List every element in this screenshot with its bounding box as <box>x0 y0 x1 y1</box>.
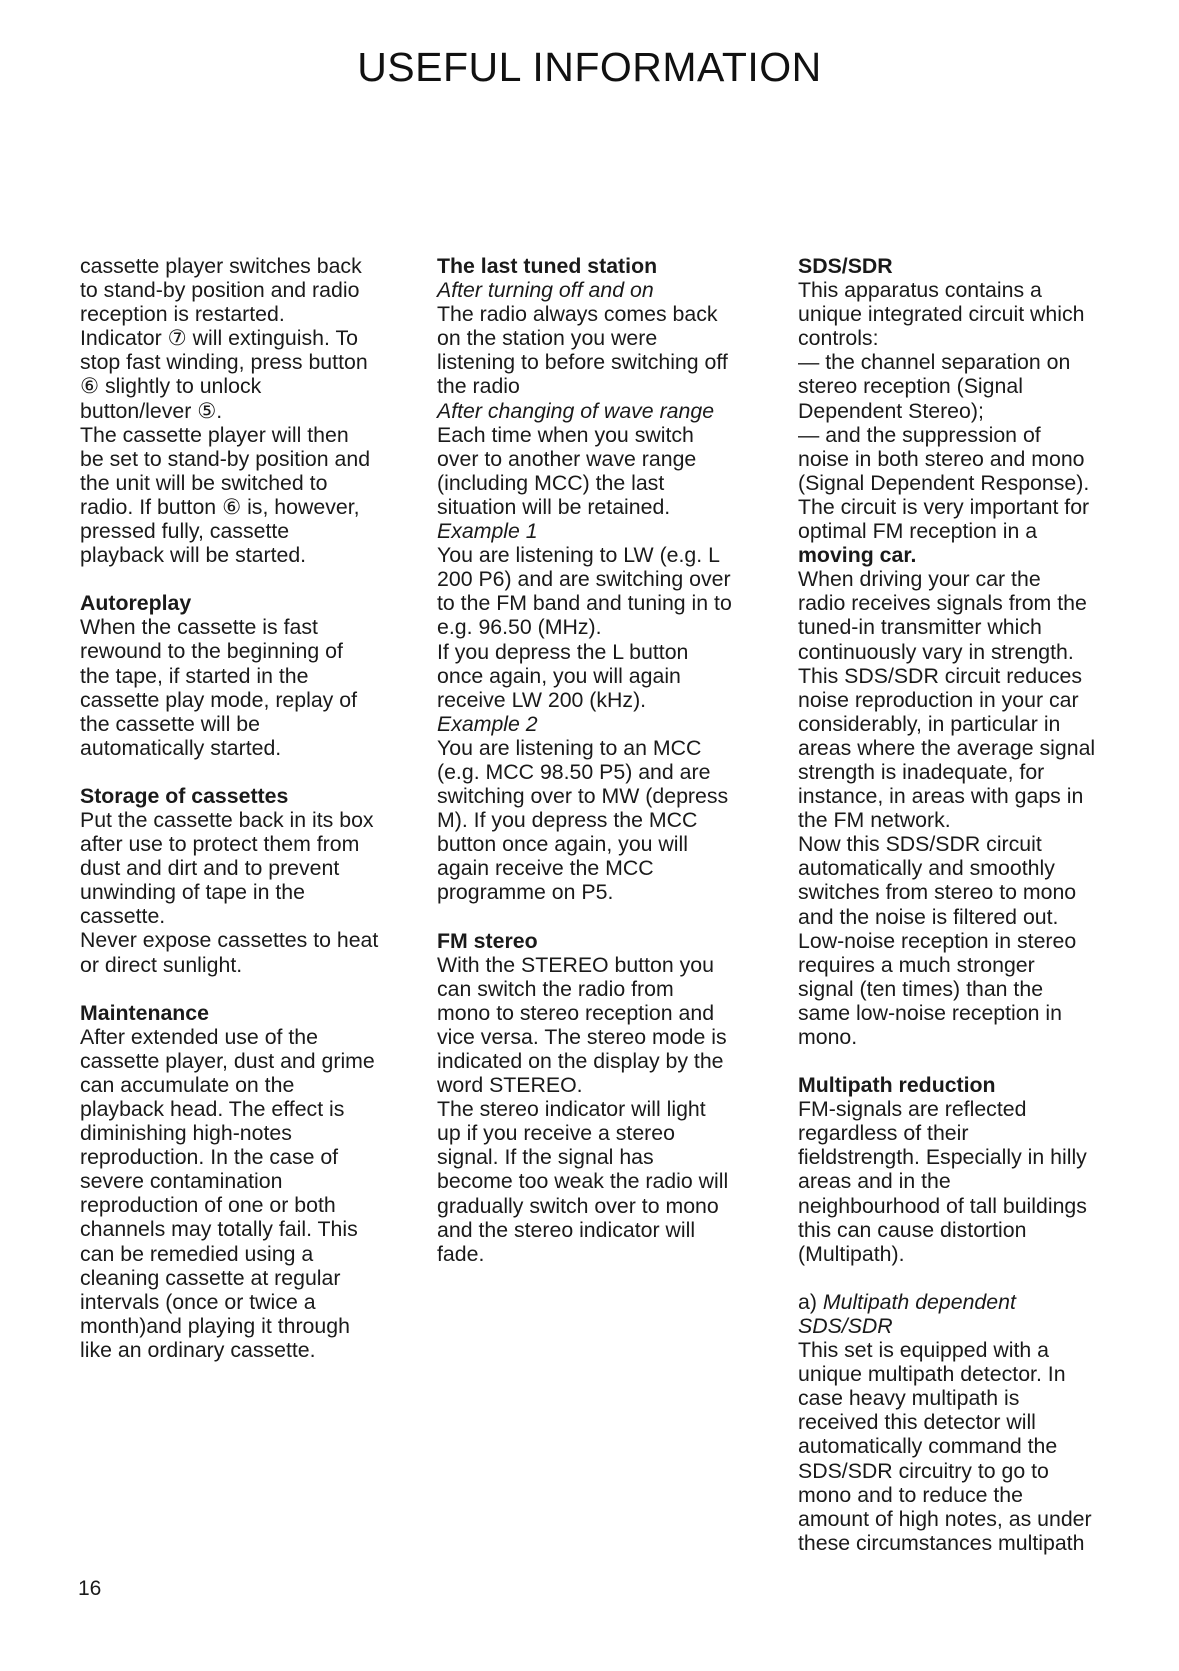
page-title: USEFUL INFORMATION <box>357 44 822 90</box>
maintenance-heading: Maintenance <box>80 1000 209 1025</box>
multipath-dependent-title: Multipath dependent SDS/SDR <box>798 1289 1016 1338</box>
multipath-text: FM-signals are reflected regardless of their fieldstrength. Especially in hilly areas and in the neighbourhood of tall buildings this can cause distortion (Multipath). <box>798 1097 1087 1266</box>
cassette-winding-text: cassette player switches back to stand-by position and radio reception is restarted. Indicator ⑦ will extinguish. To stop fast winding, press button ⑥ slightly to unlock button/lever ⑤. The cassette player will then be set to stand-by position and the unit will be switched to radio. If button ⑥ is, however, pressed fully, cassette playback will be started. <box>80 254 371 568</box>
example1-subheading: Example 1 <box>437 519 538 544</box>
column-left <box>80 254 410 1362</box>
multipath-heading: Multipath reduction <box>798 1073 996 1098</box>
storage-text: Put the cassette back in its box after use to protect them from dust and dirt and to prevent unwinding of tape in the cassette. Never expose cassettes to heat or direct sunlight. <box>80 807 379 977</box>
autoreplay-text: When the cassette is fast rewound to the beginning of the tape, if started in the cassette play mode, replay of the cassette will be automatically started. <box>80 615 358 760</box>
after-range-subheading: After changing of wave range <box>437 398 715 423</box>
sds-sdr-text-1: This apparatus contains a unique integrated circuit which controls: — the channel separation on stereo reception (Signal Dependent Stereo); — and the suppression of noise in both stereo and mono (Signal Dependent Response). The circuit is very important for optimal FM reception in a <box>798 278 1090 544</box>
multipath-dependent-subheading <box>798 1290 1138 1338</box>
column-middle <box>437 254 777 1266</box>
example2-text: You are listening to an MCC (e.g. MCC 98.50 P5) and are switching over to MW (depress M). If you depress the MCC button once again, you will again receive the MCC programme on P5. <box>437 735 729 905</box>
example2-subheading: Example 2 <box>437 711 538 736</box>
multipath-dependent-text: This set is equipped with a unique multipath detector. In case heavy multipath is received this detector will automatically command the SDS/SDR circuitry to go to mono and to reduce the amount of high notes, as under these circumstances multipath <box>798 1338 1092 1555</box>
after-off-subheading: After turning off and on <box>437 278 654 303</box>
sds-sdr-text-2: When driving your car the radio receives signals from the tuned-in transmitter which continuously vary in strength. This SDS/SDR circuit reduces noise reproduction in your car considerably, in particular in areas where the average signal strength is inadequate, for instance, in areas with gaps in the FM network. Now this SDS/SDR circuit automatically and smoothly switches from stereo to mono and the noise is filtered out. Low-noise reception in stereo requires a much stronger signal (ten times) than the same low-noise reception in mono. <box>798 567 1096 1049</box>
fm-stereo-heading: FM stereo <box>437 928 538 953</box>
after-range-text: Each time when you switch over to another wave range (including MCC) the last situation will be retained. <box>437 422 697 519</box>
column-right <box>798 254 1138 1555</box>
example1-text: You are listening to LW (e.g. L 200 P6) and are switching over to the FM band and tuning in to e.g. 96.50 (MHz). If you depress the L button once again, you will again receive LW 200 (kHz). <box>437 543 732 712</box>
moving-car-bold: moving car. <box>798 543 917 568</box>
multipath-item-prefix: a) <box>798 1289 823 1314</box>
last-station-heading: The last tuned station <box>437 254 658 278</box>
fm-stereo-text: With the STEREO button you can switch the radio from mono to stereo reception and vice versa. The stereo mode is indicated on the display by the word STEREO. The stereo indicator will light up if you receive a stereo signal. If the signal has become too weak the radio will gradually switch over to mono and the stereo indicator will fade. <box>437 952 729 1266</box>
after-off-text: The radio always comes back on the station you were listening to before switching off the radio <box>437 302 728 399</box>
sds-sdr-heading: SDS/SDR <box>798 254 893 278</box>
autoreplay-heading: Autoreplay <box>80 591 192 616</box>
storage-heading: Storage of cassettes <box>80 783 289 808</box>
page-number: 16 <box>78 1577 102 1600</box>
maintenance-text: After extended use of the cassette player, dust and grime can accumulate on the playback head. The effect is diminishing high-notes reproduction. In the case of severe contamination reproduction of one or both channels may totally fail. This can be remedied using a cleaning cassette at regular intervals (once or twice a month)and playing it through like an ordinary cassette. <box>80 1024 375 1362</box>
